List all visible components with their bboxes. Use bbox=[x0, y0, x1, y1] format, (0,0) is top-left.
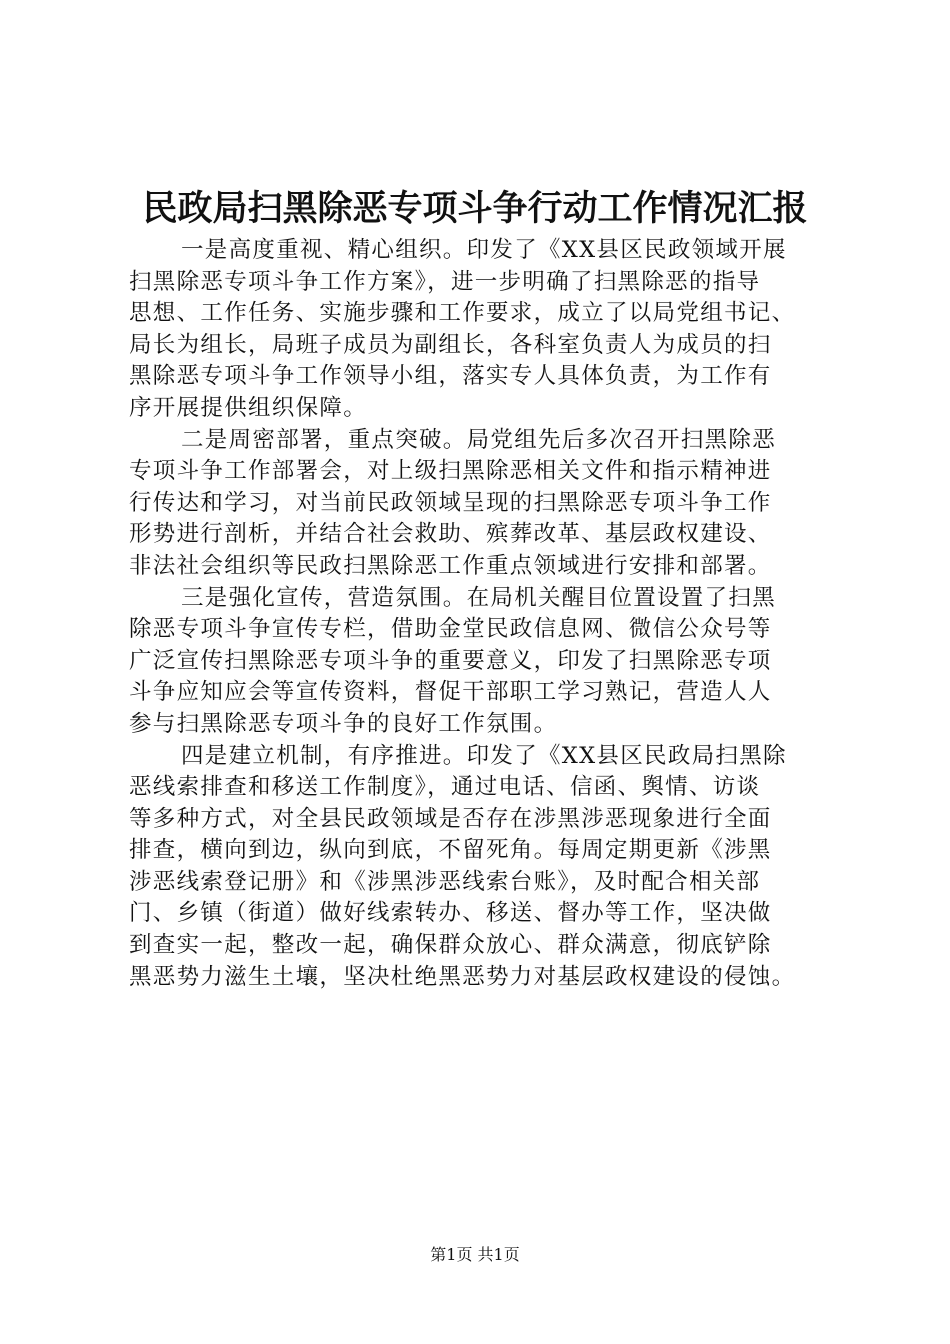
paragraph-3-line: 除恶专项斗争宣传专栏，借助金堂民政信息网、微信公众号等 bbox=[129, 616, 772, 643]
document-title: 民政局扫黑除恶专项斗争行动工作情况汇报 bbox=[142, 188, 808, 229]
paragraph-1-line: 一是高度重视、精心组织。印发了《XX县区民政领域开展 bbox=[181, 237, 787, 263]
paragraph-3-line: 广泛宣传扫黑除恶专项斗争的重要意义，印发了扫黑除恶专项 bbox=[129, 647, 772, 674]
paragraph-1-line: 序开展提供组织保障。 bbox=[129, 394, 368, 421]
paragraph-3-line: 斗争应知应会等宣传资料，督促干部职工学习熟记，营造人人 bbox=[129, 679, 772, 706]
paragraph-2-line: 行传达和学习，对当前民政领域呈现的扫黑除恶专项斗争工作 bbox=[129, 489, 772, 516]
paragraph-3-line: 参与扫黑除恶专项斗争的良好工作氛围。 bbox=[129, 710, 558, 737]
paragraph-2-line: 非法社会组织等民政扫黑除恶工作重点领域进行安排和部署。 bbox=[129, 552, 772, 579]
paragraph-4-line: 涉恶线索登记册》和《涉黑涉恶线索台账》，及时配合相关部 bbox=[129, 868, 761, 895]
paragraph-4-line: 门、乡镇（街道）做好线索转办、移送、督办等工作，坚决做 bbox=[129, 900, 772, 927]
paragraph-4-line: 等多种方式，对全县民政领域是否存在涉黑涉恶现象进行全面 bbox=[129, 805, 772, 832]
document-body bbox=[129, 235, 829, 993]
paragraph-4-line: 黑恶势力滋生土壤，坚决杜绝黑恶势力对基层政权建设的侵蚀。 bbox=[129, 963, 796, 990]
paragraph-2-line: 专项斗争工作部署会，对上级扫黑除恶相关文件和指示精神进 bbox=[129, 458, 772, 485]
paragraph-2-line: 二是周密部署，重点突破。局党组先后多次召开扫黑除恶 bbox=[181, 426, 777, 453]
paragraph-4-line: 恶线索排查和移送工作制度》，通过电话、信函、舆情、访谈 bbox=[129, 774, 761, 801]
paragraph-4-line: 到查实一起，整改一起，确保群众放心、群众满意，彻底铲除 bbox=[129, 932, 772, 959]
paragraph-2-line: 形势进行剖析，并结合社会救助、殡葬改革、基层政权建设、 bbox=[129, 521, 772, 548]
paragraph-4-line: 四是建立机制，有序推进。印发了《XX县区民政局扫黑除 bbox=[181, 742, 787, 769]
paragraph-1-line: 思想、工作任务、实施步骤和工作要求，成立了以局党组书记、 bbox=[129, 300, 796, 327]
paragraph-3-line: 三是强化宣传，营造氛围。在局机关醒目位置设置了扫黑 bbox=[181, 584, 777, 611]
paragraph-1-line: 扫黑除恶专项斗争工作方案》，进一步明确了扫黑除恶的指导 bbox=[129, 268, 761, 295]
paragraph-4-line: 排查，横向到边，纵向到底，不留死角。每周定期更新《涉黑 bbox=[129, 837, 772, 864]
page-number-footer: 第1页 共1页 bbox=[430, 1245, 520, 1264]
paragraph-1-line: 局长为组长，局班子成员为副组长，各科室负责人为成员的扫 bbox=[129, 331, 772, 358]
paragraph-1-line: 黑除恶专项斗争工作领导小组，落实专人具体负责，为工作有 bbox=[129, 363, 772, 390]
